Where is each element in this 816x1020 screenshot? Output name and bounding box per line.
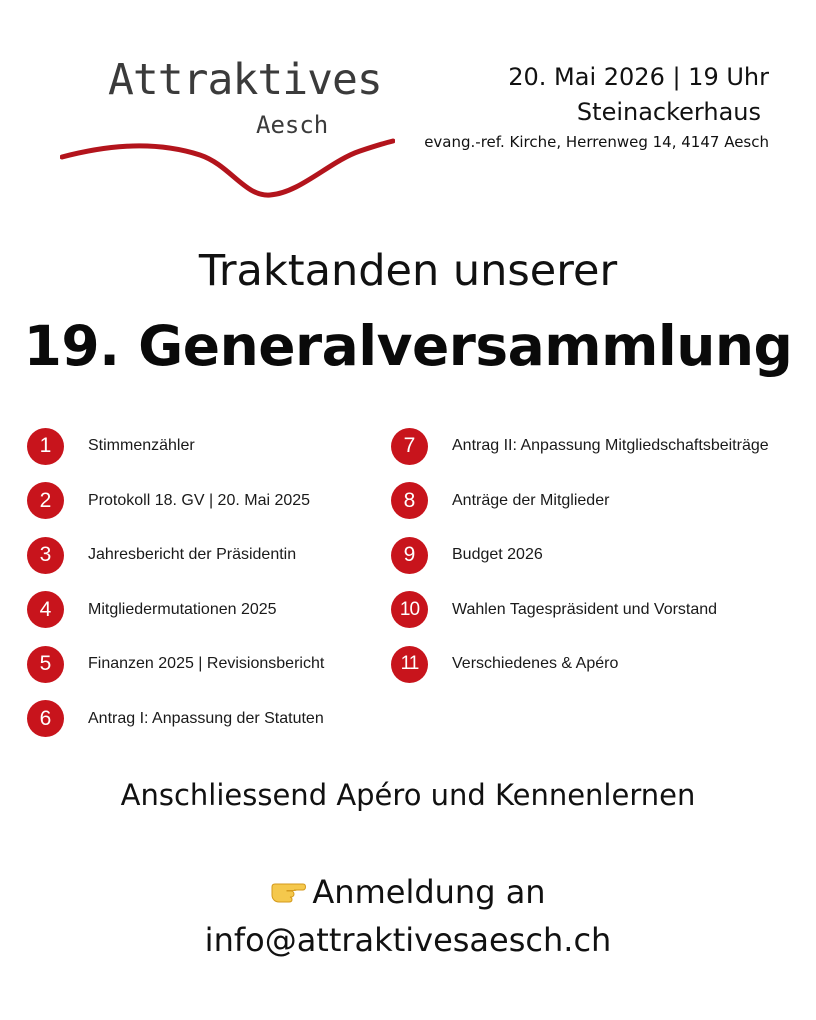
agenda-number-badge: 3 xyxy=(27,537,64,574)
agenda-item xyxy=(27,536,324,574)
agenda-number-badge: 6 xyxy=(27,700,64,737)
logo-title: Attraktives xyxy=(108,55,382,105)
agenda-item-label: Antrag II: Anpassung Mitgliedschaftsbeiträge xyxy=(452,437,769,454)
agenda-item xyxy=(27,700,324,738)
agenda-number-badge: 10 xyxy=(391,591,428,628)
agenda-item xyxy=(391,536,769,574)
agenda-item-label: Verschiedenes & Apéro xyxy=(452,655,619,673)
agenda-item-label: Wahlen Tagespräsident und Vorstand xyxy=(452,600,718,618)
agenda-item-label: Jahresbericht der Präsidentin xyxy=(88,546,297,564)
closing-note: Anschliessend Apéro und Kennenlernen xyxy=(120,778,696,812)
heading-subtitle: Traktanden unserer xyxy=(198,246,618,296)
agenda-item-label: Stimmenzähler xyxy=(88,437,195,454)
logo-wave xyxy=(60,125,395,205)
logo xyxy=(60,55,395,205)
agenda-item xyxy=(391,427,769,465)
agenda-item-label: Protokoll 18. GV | 20. Mai 2025 xyxy=(88,491,311,509)
agenda-number-badge: 4 xyxy=(27,591,64,628)
agenda-item-label: Budget 2026 xyxy=(452,546,543,564)
registration-label: Anmeldung an xyxy=(312,873,546,911)
agenda-item xyxy=(391,591,769,629)
registration-email[interactable]: info@attraktivesaesch.ch xyxy=(204,921,612,959)
pointing-hand-icon xyxy=(270,878,306,904)
agenda-number-badge: 7 xyxy=(391,428,428,465)
agenda-item xyxy=(27,427,324,465)
agenda-number-badge: 2 xyxy=(27,482,64,519)
agenda-item xyxy=(391,482,769,520)
event-venue: Steinackerhaus xyxy=(576,98,761,126)
agenda-item xyxy=(27,482,324,520)
agenda-number-badge: 9 xyxy=(391,537,428,574)
agenda-item xyxy=(27,591,324,629)
heading-title: 19. Generalversammlung xyxy=(23,314,793,378)
agenda-number-badge: 8 xyxy=(391,482,428,519)
registration-block xyxy=(0,868,816,964)
event-date: 20. Mai 2026 | 19 Uhr xyxy=(508,63,769,91)
agenda-item-label: Anträge der Mitglieder xyxy=(452,491,610,509)
event-info xyxy=(424,60,769,154)
agenda-number-badge: 11 xyxy=(391,646,428,683)
agenda-column-left xyxy=(27,427,324,755)
agenda-column-right xyxy=(391,427,769,700)
agenda-item xyxy=(391,645,769,683)
logo-subtitle: Aesch xyxy=(256,111,329,139)
agenda-item-label: Mitgliedermutationen 2025 xyxy=(88,600,277,618)
registration-line xyxy=(0,868,816,916)
agenda-item-label: Finanzen 2025 | Revisionsbericht xyxy=(88,655,325,673)
agenda-item-label: Antrag I: Anpassung der Statuten xyxy=(88,709,324,727)
agenda-number-badge: 1 xyxy=(27,428,64,465)
agenda-item xyxy=(27,645,324,683)
event-address: evang.-ref. Kirche, Herrenweg 14, 4147 Aesch xyxy=(424,133,769,151)
agenda-number-badge: 5 xyxy=(27,646,64,683)
